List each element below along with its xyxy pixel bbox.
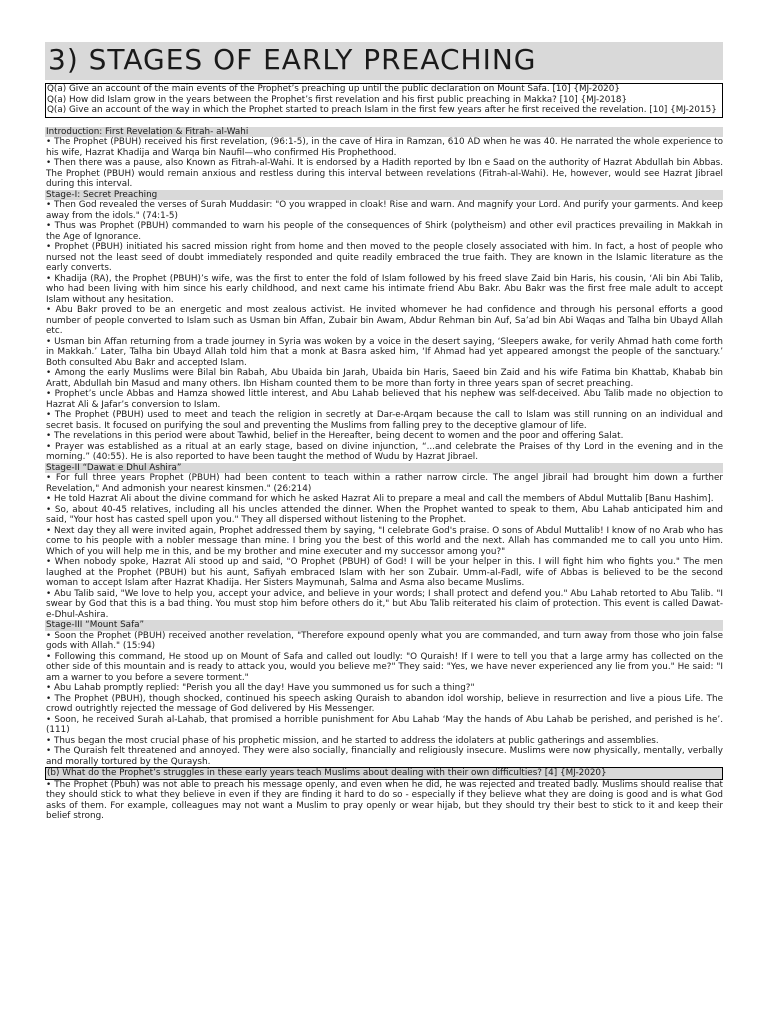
paragraph: • Prayer was established as a ritual at an early stage, based on divine injunction, “...and celebrate the Praises of thy Lord in the evening and in the morning.” (40:55). He is also reported to have been taught the method of Wudu by Hazrat Jibrael. xyxy=(46,441,723,462)
document-page xyxy=(45,42,723,822)
paragraph: • The Prophet (PBUH), though shocked, continued his speech asking Quraish to abandon idol worship, believe in resurrection and live a pious Life. The crowd outrightly rejected the message of God delivered by His Messenger. xyxy=(46,693,723,714)
paragraph: • Prophet (PBUH) initiated his sacred mission right from home and then moved to the people closely associated with him. In fact, a host of people who nursed not the least seed of doubt immediately responded and quite readily embraced the true faith. They are known in the Islamic literature as the early converts. xyxy=(46,242,723,273)
question-b-box: (b) What do the Prophet’s struggles in these early years teach Muslims about dealing with their own difficulties? [4] {MJ-2020} xyxy=(45,767,723,780)
paragraph: • The Quraish felt threatened and annoyed. They were also socially, financially and religiously insecure. Muslims were now physically, mentally, verbally and morally tortured by the Quraysh. xyxy=(46,746,723,767)
question-1: Q(a) Give an account of the main events of the Prophet’s preaching up until the public declaration on Mount Safa. [10] {MJ-2020} xyxy=(47,84,620,94)
paragraph: • Next day they all were invited again, Prophet addressed them by saying, "I celebrate God's praise. O sons of Abdul Muttalib! I know of no Arab who has come to his people with a nobler message than mine. I bring you the best of this world and the next. Allah has commanded me to call you unto Him. Which of you will help me in this, and be my brother and mine executer and my successor among you?" xyxy=(46,525,723,557)
answer-b: • The Prophet (Pbuh) was not able to preach his message openly, and even when he did, he was rejected and treated badly. Muslims should realise that they should stick to what they believe in even if they are finding it hard to do so - especially if they believe what they are doing is good and is what God asks of them. For example, colleagues may not want a Muslim to pray openly or wear hijab, but they should try their best to stick to it and keep their belief strong. xyxy=(46,779,723,821)
paragraph: • Abu Bakr proved to be an energetic and most zealous activist. He invited whomever he had confidence and through his personal efforts a good number of people converted to Islam such as Usman bin Affan, Zubair bin Awam, Abdur Rehman bin Auf, Sa’ad bin Abi Waqas and Talha bin Ubayd Allah etc. xyxy=(46,305,723,336)
paragraph: • When nobody spoke, Hazrat Ali stood up and said, "O Prophet (PBUH) of God! I will be your helper in this. I will fight him who fights you." The men laughed at the Prophet (PBUH) but his aunt, Safiyah embraced Islam with her son Zubair. Umm-al-Fadl, wife of Abbas is believed to be the second woman to accept Islam after Hazrat Khadija. Her Sisters Maymunah, Salma and Asma also became Muslims. xyxy=(46,557,723,588)
paragraph: • Abu Lahab promptly replied: "Perish you all the day! Have you summoned us for such a thing?" xyxy=(46,683,475,693)
section-heading-stage-3: Stage-III “Mount Safa” xyxy=(45,620,723,631)
paragraph: • The Prophet (PBUH) used to meet and teach the religion in secretly at Dar-e-Arqam because the call to Islam was still running on an individual and secret basis. It focused on purifying the soul and preventing the Muslims from falling prey to the deceptive glamour of life. xyxy=(46,410,723,431)
page-title: 3) STAGES OF EARLY PREACHING xyxy=(45,42,723,80)
paragraph: • Soon, he received Surah al-Lahab, that promised a horrible punishment for Abu Lahab ‘May the hands of Abu Lahab be perished, and perished is he’. (111) xyxy=(46,714,723,735)
section-heading-stage-2: Stage-II “Dawat e Dhul Ashira” xyxy=(45,463,723,474)
paragraph: • Then there was a pause, also Known as Fitrah-al-Wahi. It is endorsed by a Hadith reported by Ibn e Saad on the authority of Hazrat Abdullah bin Abbas. The Prophet (PBUH) would remain anxious and restless during this interval between revelations (Fitrah-al-Wahi). He, however, would see Hazrat Jibrael during this interval. xyxy=(46,158,723,189)
questions-box xyxy=(45,83,723,118)
paragraph: • The revelations in this period were about Tawhid, belief in the Hereafter, being decent to women and the poor and offering Salat. xyxy=(46,431,624,441)
paragraph: • Khadija (RA), the Prophet (PBUH)’s wife, was the first to enter the fold of Islam followed by his freed slave Zaid bin Haris, his cousin, ‘Ali bin Abi Talib, who had been living with him since his early childhood, and next came his intimate friend Abu Bakr. Abu Bakr was the first free male adult to accept Islam without any hesitation. xyxy=(46,273,723,305)
paragraph: • The Prophet (PBUH) received his first revelation, (96:1-5), in the cave of Hira in Ramzan, 610 AD when he was 40. He narrated the whole experience to his wife, Hazrat Khadija and Warqa bin Naufil—who confirmed His Prophethood. xyxy=(46,137,723,158)
paragraph: • So, about 40-45 relatives, including all his uncles attended the dinner. When the Prophet wanted to speak to them, Abu Lahab anticipated him and said, "Your host has casted spell upon you." They all dispersed without listening to the Prophet. xyxy=(46,504,723,525)
paragraph: • Abu Talib said, "We love to help you, accept your advice, and believe in your words; I shall protect and defend you." Abu Lahab retorted to Abu Talib. "I swear by God that this is a bad thing. You must stop him before others do it," but Abu Talib reiterated his claim of protection. This event is called Dawat-e-Dhul-Ashira. xyxy=(46,588,723,620)
paragraph: • Among the early Muslims were Bilal bin Rabah, Abu Ubaida bin Jarah, Ubaida bin Haris, Saeed bin Zaid and his wife Fatima bin Khattab, Khabab bin Aratt, Abdullah bin Masud and many others. Ibn Hisham counted them to be more than forty in three years span of secret preaching. xyxy=(46,368,723,389)
paragraph: • Soon the Prophet (PBUH) received another revelation, "Therefore expound openly what you are commanded, and turn away from those who join false gods with Allah." (15:94) xyxy=(46,630,723,651)
paragraph: • Prophet’s uncle Abbas and Hamza showed little interest, and Abu Lahab believed that his nephew was self-deceived. Abu Talib made no objection to Hazrat Ali & Jafar’s conversion to Islam. xyxy=(46,389,723,410)
section-heading-introduction: Introduction: First Revelation & Fitrah- al-Wahi xyxy=(45,127,723,138)
question-3: Q(a) Give an account of the way in which the Prophet started to preach Islam in the first few years after he first received the revelation. [10] {MJ-2015} xyxy=(47,105,717,115)
paragraph: • Usman bin Affan returning from a trade journey in Syria was woken by a voice in the desert saying, ‘Sleepers awake, for verily Ahmad hath come forth in Makkah.’ Later, Talha bin Ubayd Allah told him that a monk at Basra asked him, ‘If Ahmad had yet appeared amongst the people of the sanctuary.’ Both consulted Abu Bakr and accepted Islam. xyxy=(46,336,723,368)
paragraph: • He told Hazrat Ali about the divine command for which he asked Hazrat Ali to prepare a meal and call the members of Abdul Muttalib [Banu Hashim]. xyxy=(46,494,714,504)
paragraph: • Then God revealed the verses of Surah Muddasir: "O you wrapped in cloak! Rise and warn. And magnify your Lord. And purify your garments. And keep away from the idols." (74:1-5) xyxy=(46,200,723,221)
paragraph: • Following this command, He stood up on Mount of Safa and called out loudly: "O Quraish! If I were to tell you that a large army has collected on the other side of this mountain and is ready to attack you, would you believe me?" They said: "Yes, we have never experienced any lie from you." He said: "I am a warner to you before a severe torment." xyxy=(46,651,723,683)
answer-content xyxy=(45,127,723,822)
question-2: Q(a) How did Islam grow in the years between the Prophet’s first revelation and his first public preaching in Makka? [10] {MJ-2018} xyxy=(47,94,628,105)
section-heading-stage-1: Stage-I: Secret Preaching xyxy=(45,190,723,201)
paragraph: • For full three years Prophet (PBUH) had been content to teach within a rather narrow circle. The angel Jibrail had brought him down a further Revelation," And admonish your nearest kinsmen." (26:214) xyxy=(46,473,723,494)
paragraph: • Thus began the most crucial phase of his prophetic mission, and he started to address the idolaters at public gatherings and assemblies. xyxy=(46,735,659,746)
paragraph: • Thus was Prophet (PBUH) commanded to warn his people of the consequences of Shirk (polytheism) and other evil practices prevailing in Makkah in the Age of Ignorance. xyxy=(46,221,723,242)
